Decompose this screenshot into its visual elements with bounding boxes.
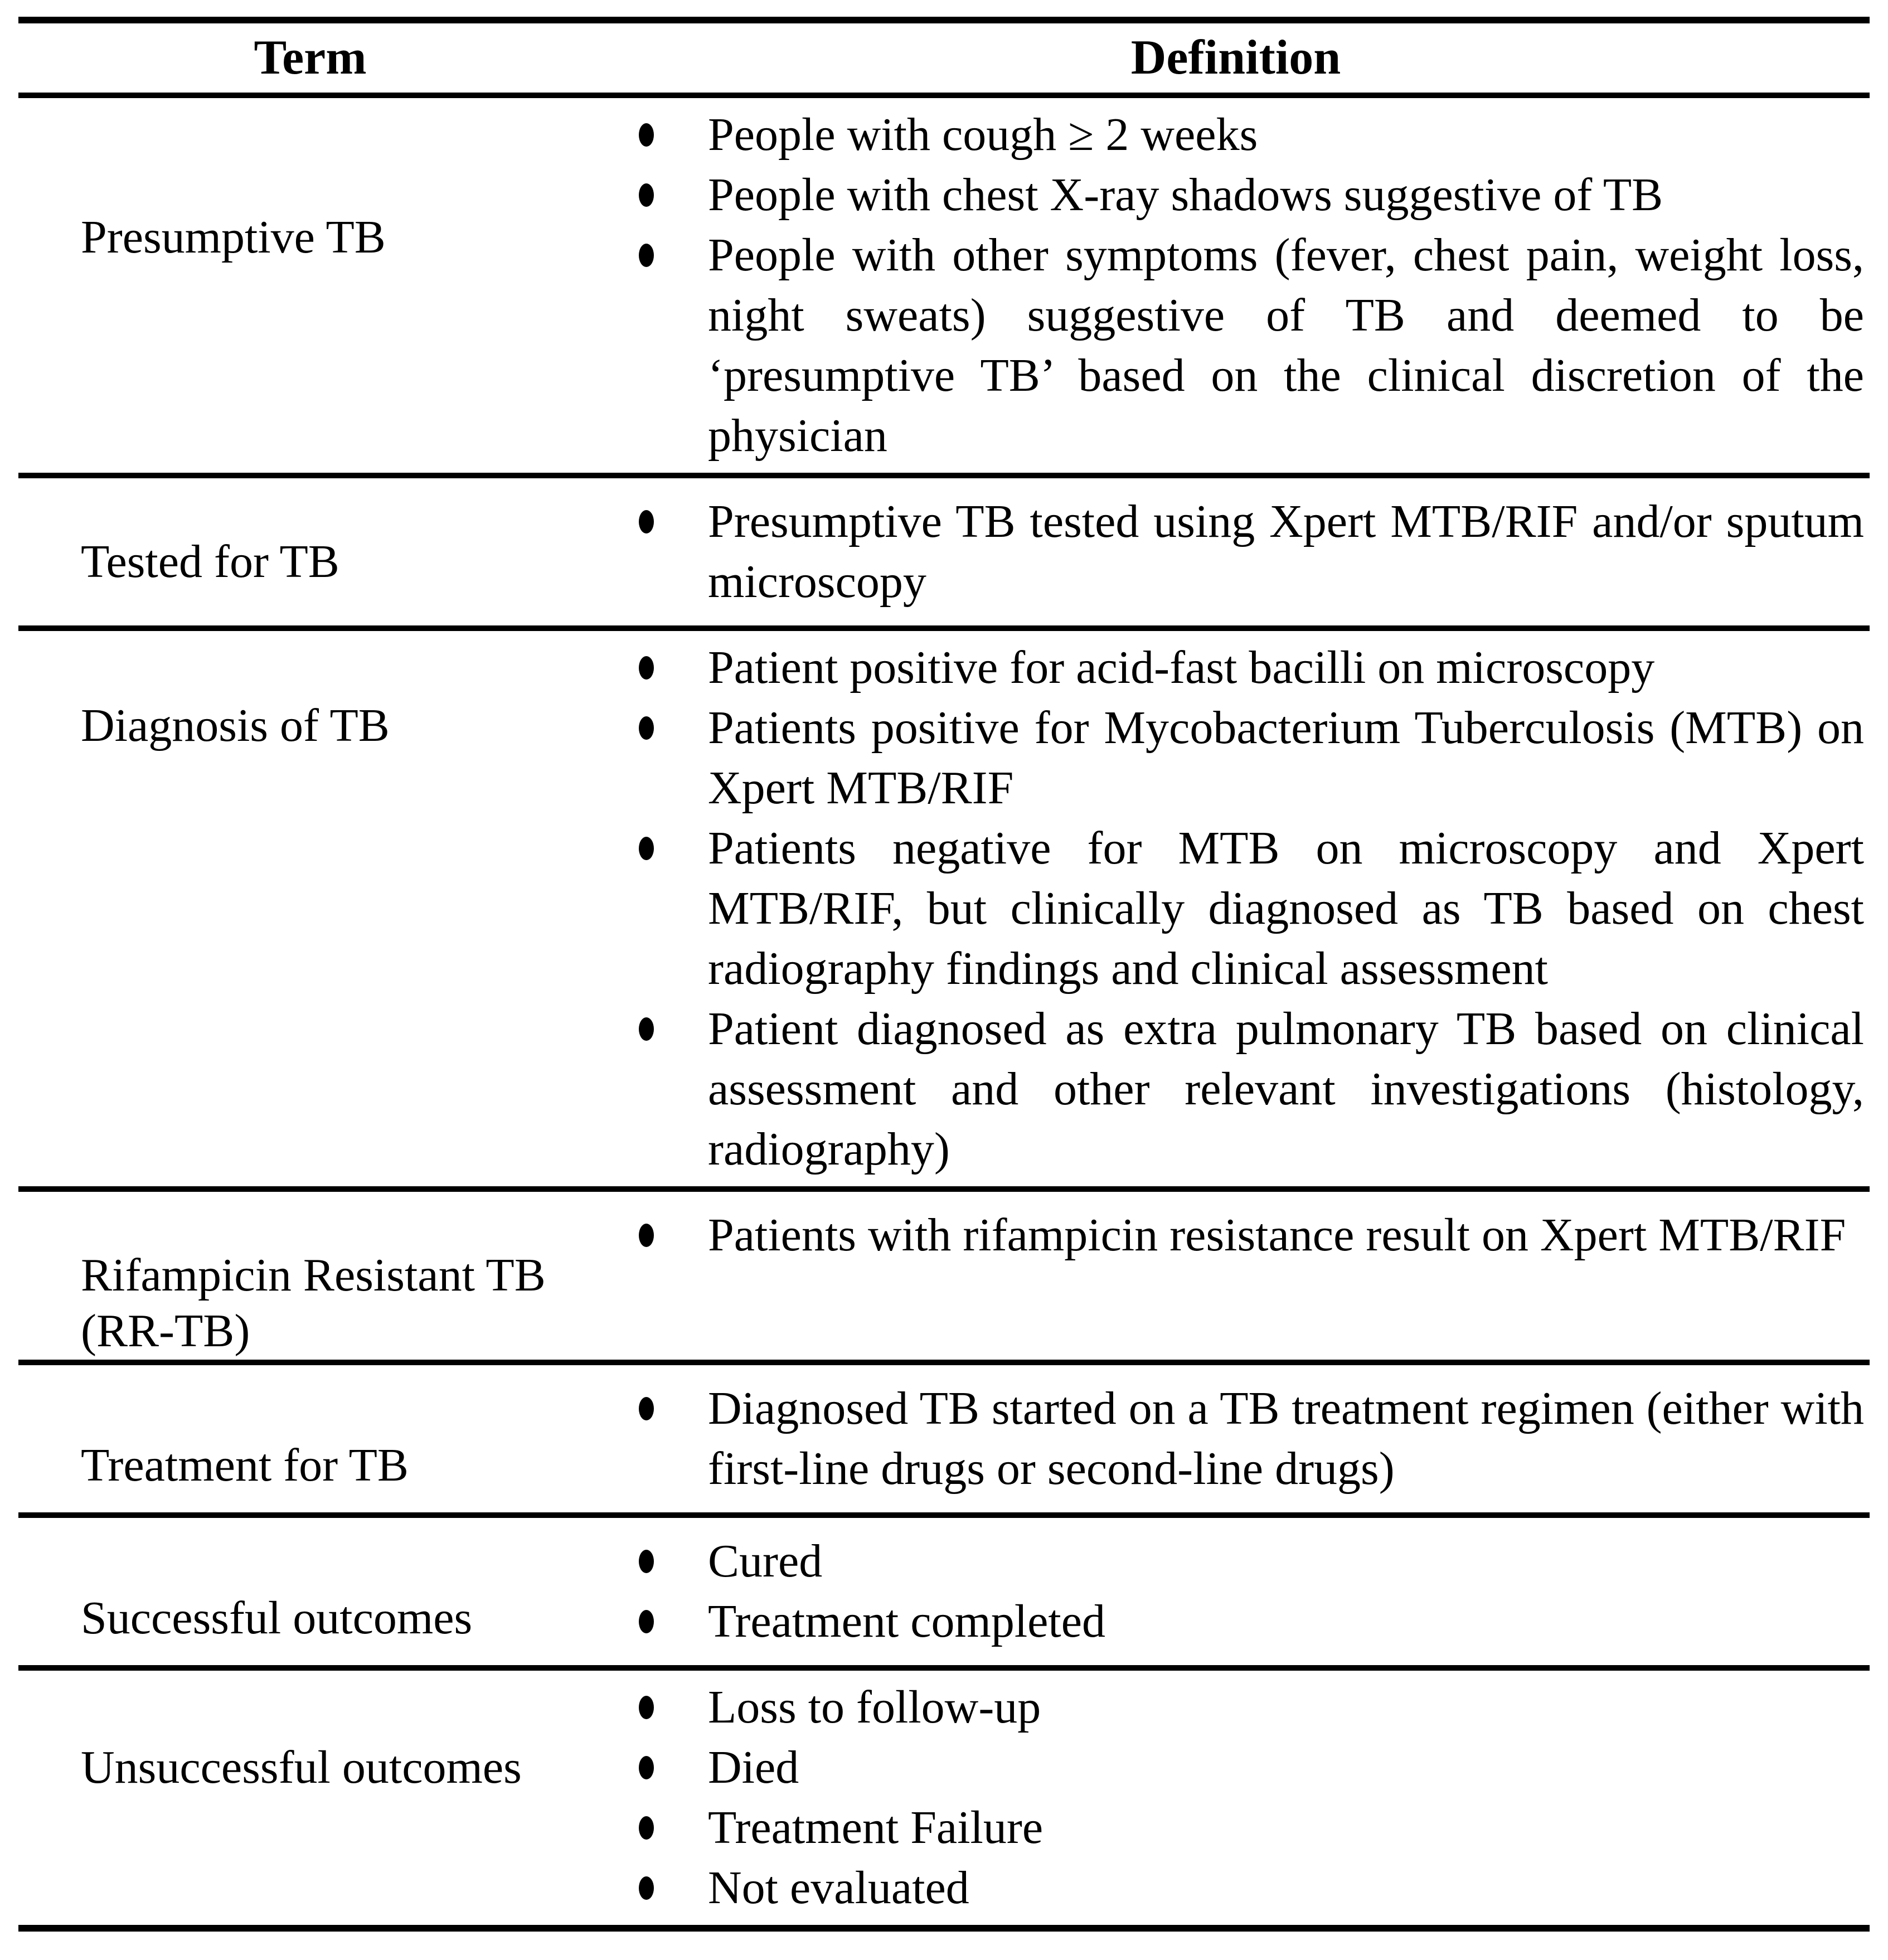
definition-bullet-item: [635, 105, 1864, 165]
definition-bullet-item: [635, 638, 1864, 698]
definition-bullet-item: [635, 1677, 1864, 1738]
bullet-icon: [639, 123, 654, 147]
bullet-icon: [639, 1876, 654, 1900]
column-header-definition: Definition: [1130, 31, 1341, 85]
definition-text: Treatment Failure: [708, 1802, 1044, 1854]
term-cell: [18, 1189, 602, 1362]
header-row: [18, 20, 1870, 95]
definition-cell: [602, 476, 1870, 628]
definition-cell: [602, 1362, 1870, 1515]
term-label: Presumptive TB: [81, 211, 386, 263]
definition-text: People with other symptoms (fever, chest pain, weight loss, night sweats) suggestive of TB and deemed to be ‘presumptive TB’ based on the clinical discretion of the physician: [708, 229, 1864, 462]
bullet-icon: [639, 1816, 654, 1840]
column-header-term: Term: [254, 31, 367, 85]
definition-bullet-item: [635, 999, 1864, 1180]
definition-bullet-item: [635, 818, 1864, 999]
definition-text: Loss to follow-up: [708, 1681, 1041, 1733]
bullet-icon: [639, 1756, 654, 1779]
table-row: [18, 95, 1870, 476]
definition-bullet-list: [635, 492, 1864, 612]
bullet-icon: [639, 183, 654, 207]
definition-text: Patients negative for MTB on microscopy and Xpert MTB/RIF, but clinically diagnosed as TB based on chest radiography findings and clinical assessment: [708, 822, 1864, 994]
term-cell: [18, 1515, 602, 1668]
definition-text: Patient positive for acid-fast bacilli on microscopy: [708, 642, 1655, 693]
table-row: [18, 476, 1870, 628]
definition-cell: [602, 95, 1870, 476]
table-row: [18, 1515, 1870, 1668]
bullet-icon: [639, 837, 654, 860]
definition-bullet-item: [635, 1531, 1864, 1592]
definition-bullet-list: [635, 638, 1864, 1180]
definition-text: Patients positive for Mycobacterium Tuberculosis (MTB) on Xpert MTB/RIF: [708, 702, 1864, 814]
term-cell: [18, 628, 602, 1189]
definition-text: Diagnosed TB started on a TB treatment regimen (either with first-line drugs or second-line drugs): [708, 1382, 1864, 1495]
definitions-table: [18, 17, 1870, 1932]
definition-text: Not evaluated: [708, 1862, 969, 1914]
definition-text: Treatment completed: [708, 1595, 1106, 1647]
term-label: Rifampicin Resistant TB (RR-TB): [81, 1249, 546, 1357]
term-cell: [18, 1362, 602, 1515]
definition-cell: [602, 1515, 1870, 1668]
definition-bullet-item: [635, 1738, 1864, 1798]
term-label: Successful outcomes: [81, 1592, 473, 1644]
bullet-icon: [639, 1224, 654, 1247]
definition-bullet-item: [635, 1858, 1864, 1918]
term-label: Unsuccessful outcomes: [81, 1741, 522, 1793]
definition-bullet-list: [635, 1531, 1864, 1652]
definition-cell: [602, 1668, 1870, 1928]
definition-bullet-item: [635, 1379, 1864, 1499]
definition-bullet-list: [635, 1379, 1864, 1499]
bullet-icon: [639, 1017, 654, 1041]
table-header: [18, 20, 1870, 95]
table-row: [18, 628, 1870, 1189]
bullet-icon: [639, 1610, 654, 1633]
definition-bullet-item: [635, 165, 1864, 225]
term-cell: [18, 95, 602, 476]
bullet-icon: [639, 1397, 654, 1420]
definition-bullet-item: [635, 1592, 1864, 1652]
definition-bullet-item: [635, 1205, 1864, 1265]
definition-bullet-list: [635, 105, 1864, 466]
term-label: Tested for TB: [81, 536, 339, 588]
bullet-icon: [639, 244, 654, 267]
table-row: [18, 1668, 1870, 1928]
table-row: [18, 1189, 1870, 1362]
table-body: [18, 95, 1870, 1928]
definition-bullet-item: [635, 492, 1864, 612]
table-row: [18, 1362, 1870, 1515]
definition-bullet-item: [635, 1798, 1864, 1858]
definition-text: Cured: [708, 1535, 823, 1587]
definition-cell: [602, 628, 1870, 1189]
definition-bullet-item: [635, 698, 1864, 818]
definition-text: Died: [708, 1741, 799, 1793]
bullet-icon: [639, 716, 654, 740]
definition-text: People with chest X-ray shadows suggestive of TB: [708, 169, 1663, 221]
definition-text: People with cough ≥ 2 weeks: [708, 109, 1258, 161]
definition-text: Presumptive TB tested using Xpert MTB/RIF and/or sputum microscopy: [708, 496, 1864, 608]
definition-bullet-list: [635, 1205, 1864, 1265]
definition-cell: [602, 1189, 1870, 1362]
definition-bullet-item: [635, 225, 1864, 466]
term-cell: [18, 476, 602, 628]
definition-bullet-list: [635, 1677, 1864, 1918]
bullet-icon: [639, 1550, 654, 1573]
definition-text: Patients with rifampicin resistance result on Xpert MTB/RIF: [708, 1209, 1846, 1261]
term-label: Diagnosis of TB: [81, 700, 390, 751]
bullet-icon: [639, 1696, 654, 1719]
definition-text: Patient diagnosed as extra pulmonary TB based on clinical assessment and other relevant investigations (histology, radiography): [708, 1003, 1864, 1175]
bullet-icon: [639, 510, 654, 533]
bullet-icon: [639, 656, 654, 680]
term-label: Treatment for TB: [81, 1439, 409, 1491]
term-cell: [18, 1668, 602, 1928]
